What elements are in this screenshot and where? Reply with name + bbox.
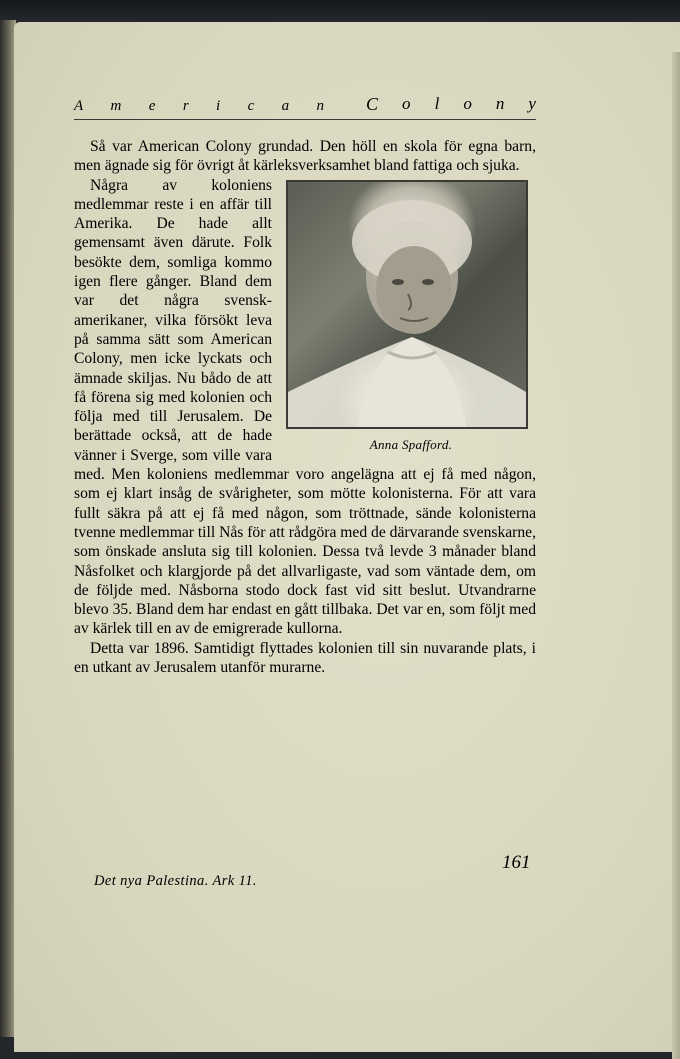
paragraph-2: Några av koloniens medlemmar reste i en affär till Amerika. De hade allt gemensamt även därute. Folk besökte dem, somliga kommo igen flere gånger. Bland dem var det några svensk-amerikaner, vilka försökt leva på samma sätt som American Colony, men icke lyckats och ämnade skiljas. Nu bådo de att få förena sig med kolonien och följa med till Jerusalem. De berättade också, att de hade vänner i Sverge, som ville vara med. Men koloniens medlemmar voro angelägna att ej få med någon, som ej klart insåg de svårigheter, som mötte kolonisterna. För att vara fullt säkra på att ej få med någon, som tröttnade, sände kolonisterna tvenne medlemmar till Nås för att rådgöra med de därvarande svenskarne, som önskade ansluta sig till kolonien. Dessa två levde 3 månader bland Nåsfolket och klargjorde på det allvarligaste, vad som väntade dem, om de följde med. Nåsborna stodo dock fast vid sitt beslut. Utvandrarne blevo 35. Bland dem har endast en gått tillbaka. Det var en, som följt med av kärlek till en av de emigrerade kullorna.	[74, 176, 536, 638]
figure-caption: Anna Spafford.	[369, 436, 453, 452]
portrait-photo	[286, 180, 528, 429]
running-header-left: A m e r i c a n	[74, 98, 324, 114]
page-number: 161	[502, 852, 531, 873]
paragraph-1: Så var American Colony grundad. Den höll en skola för egna barn, men ägnade sig för övrigt åt kärleksverksamhet bland fattiga och sjuka.	[74, 138, 536, 175]
body-text	[74, 137, 536, 677]
page-edge	[672, 52, 680, 1059]
portrait-figure	[286, 180, 536, 454]
header-rule	[74, 119, 536, 120]
running-header-right: C o l o n y	[366, 94, 536, 114]
paragraph-3: Detta var 1896. Samtidigt flyttades kolonien till sin nuvarande plats, i en utkant av Jerusalem utanför murarne.	[74, 639, 536, 677]
signature-footer: Det nya Palestina. Ark 11.	[94, 873, 257, 889]
running-header	[74, 94, 536, 115]
